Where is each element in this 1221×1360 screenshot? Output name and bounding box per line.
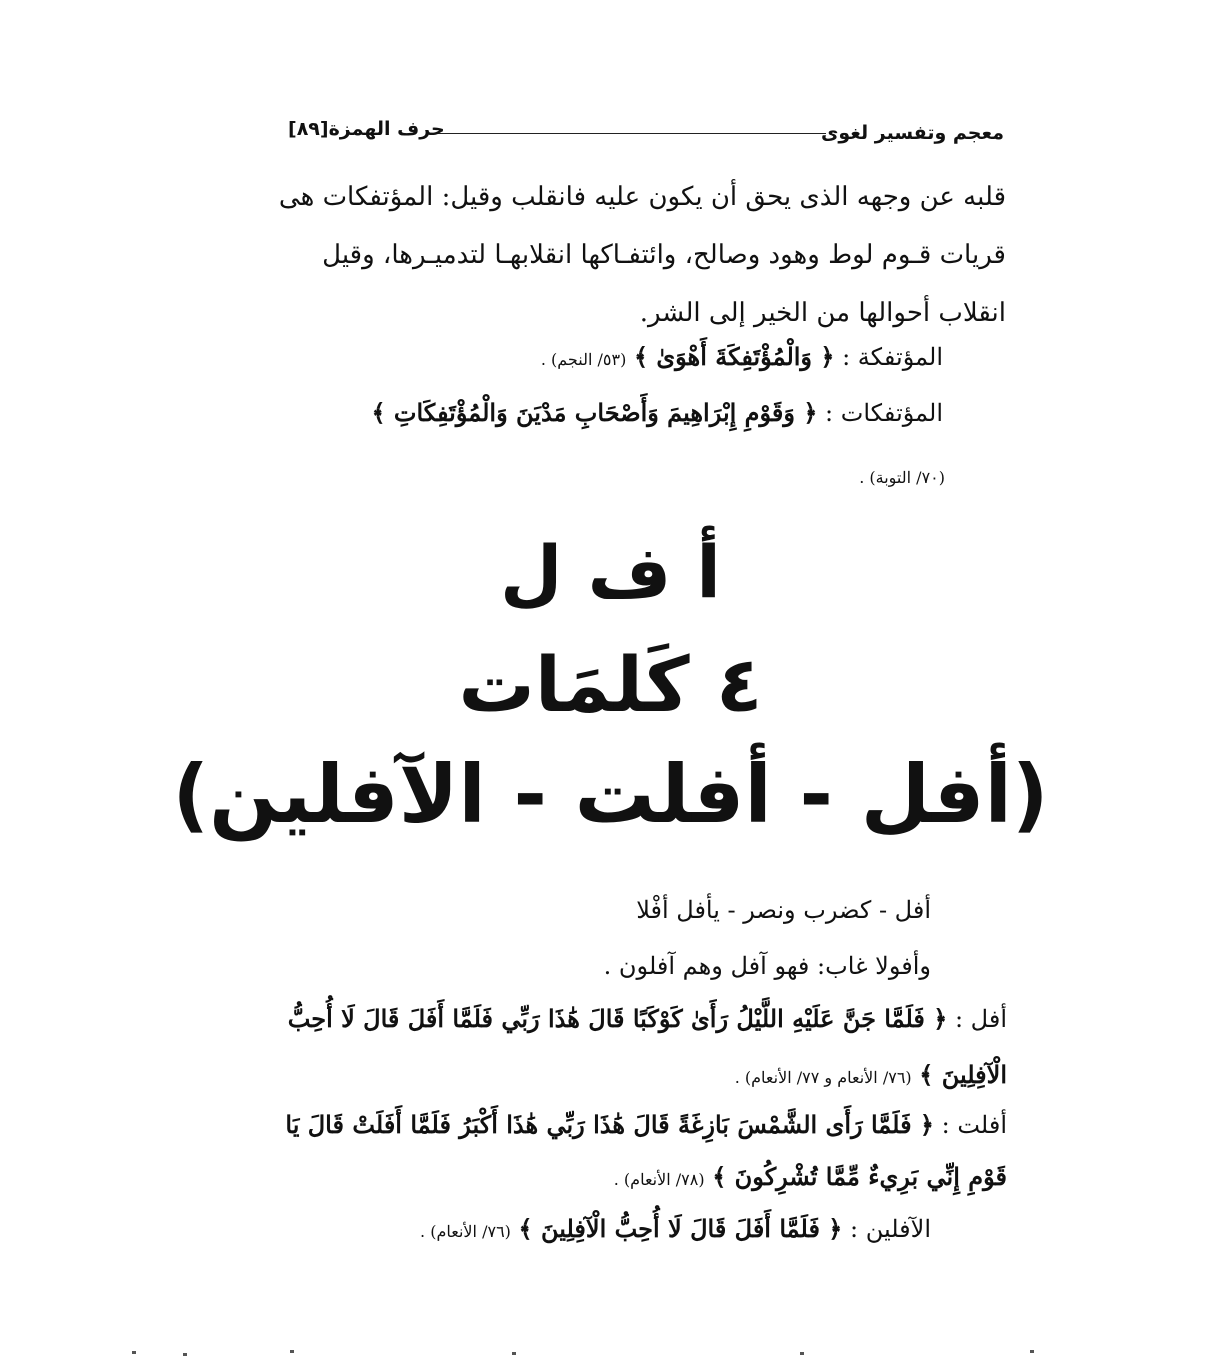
usage-verse: ﴿ فَلَمَّا جَنَّ عَلَيْهِ اللَّيْلُ رَأَىٰ كَوْكَبًا قَالَ هَٰذَا رَبِّي فَلَمَّا أَفَلَ قَالَ لَا أُحِبُّ xyxy=(287,1004,948,1033)
scan-speck xyxy=(1030,1350,1034,1353)
definition-line-1: أفل - كضرب ونصر - يأفل أفْلا xyxy=(636,896,931,924)
usage-label: أفلت : xyxy=(941,1111,1007,1139)
usage-verse-cont: قَوْمِ إِنِّي بَرِيءٌ مِّمَّا تُشْرِكُونَ ﴾ xyxy=(712,1162,1007,1191)
words-heading: (أفل - أفلت - الآفلين) xyxy=(172,748,1049,841)
scan-speck xyxy=(512,1352,516,1355)
section-and-page xyxy=(288,118,445,140)
scan-speck xyxy=(132,1351,136,1354)
scan-speck xyxy=(800,1352,804,1355)
usage-afalat-line-2 xyxy=(614,1162,1007,1191)
usage-verse: ﴿ فَلَمَّا رَأَى الشَّمْسَ بَازِغَةً قَالَ هَٰذَا رَبِّي هَٰذَا أَكْبَرُ فَلَمَّا أَفَلَتْ قَالَ يَا xyxy=(285,1110,934,1139)
usage-afalat-line-1 xyxy=(285,1110,1007,1139)
entry-verse: ﴿ وَقَوْمِ إِبْرَاهِيمَ وَأَصْحَابِ مَدْيَنَ وَالْمُؤْتَفِكَاتِ ﴾ xyxy=(371,398,818,427)
usage-afala-line-2 xyxy=(735,1060,1007,1089)
intro-paragraph xyxy=(278,168,1006,342)
intro-line-1: قلبه عن وجهه الذى يحق أن يكون عليه فانقلب وقيل: المؤتفكات هى xyxy=(278,182,1006,212)
entry-mutafika xyxy=(541,342,943,371)
entry-ref: (٥٣/ النجم) . xyxy=(540,350,627,369)
usage-ref: (٧٦/ الأنعام) . xyxy=(420,1222,511,1241)
book-title: معجم وتفسير لغوى xyxy=(820,122,1004,144)
usage-verse: ﴿ فَلَمَّا أَفَلَ قَالَ لَا أُحِبُّ الْآفِلِينَ ﴾ xyxy=(518,1214,843,1243)
usage-label: الآفلين : xyxy=(850,1215,931,1243)
entry-label: المؤتفكات : xyxy=(825,399,943,427)
intro-line-2: قريات قـوم لوط وهود وصالح، وائتفـاكها انقلابهـا لتدميـرها، وقيل xyxy=(322,240,1006,270)
entry-mutafikat xyxy=(371,398,943,427)
continued-ref: (٧٠/ التوبة) . xyxy=(859,468,945,487)
word-count-heading: ٤ كَلمَات xyxy=(458,640,763,729)
entry-label: المؤتفكة : xyxy=(842,343,943,371)
usage-verse-cont: الْآفِلِينَ ﴾ xyxy=(919,1060,1007,1089)
usage-label: أفل : xyxy=(954,1005,1007,1033)
usage-ref: (٧٨/ الأنعام) . xyxy=(613,1170,705,1189)
definition-line-2: وأفولا غاب: فهو آفل وهم آفلون . xyxy=(603,952,931,980)
page-number: [٨٩] xyxy=(288,118,329,140)
running-header xyxy=(288,112,1004,152)
usage-afilin xyxy=(420,1214,931,1243)
section-name: حرف الهمزة xyxy=(328,118,445,140)
intro-line-3: انقلاب أحوالها من الخير إلى الشر. xyxy=(639,298,1006,328)
scan-speck xyxy=(183,1353,187,1356)
entry-verse: ﴿ وَالْمُؤْتَفِكَةَ أَهْوَىٰ ﴾ xyxy=(633,342,835,371)
usage-afala-line-1 xyxy=(288,1004,1007,1033)
header-rule xyxy=(436,133,826,134)
scan-speck xyxy=(290,1350,294,1353)
root-heading: أ ف ل xyxy=(500,530,721,614)
usage-ref: (٧٦/ الأنعام و ٧٧/ الأنعام) . xyxy=(734,1068,912,1087)
